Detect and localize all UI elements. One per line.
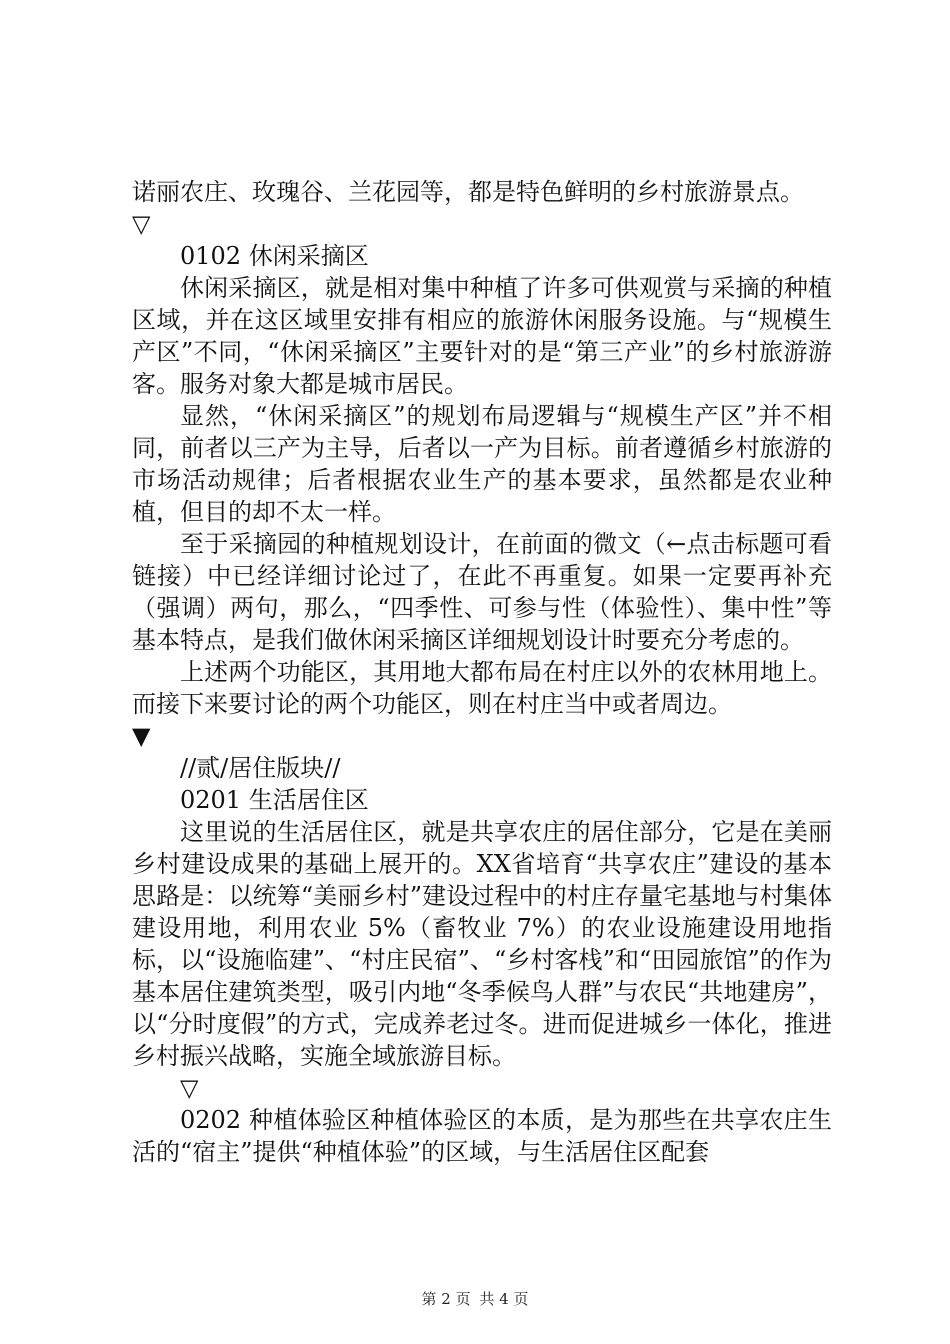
page-number: 第 2 页 — [421, 1290, 471, 1308]
document-body — [132, 176, 832, 1168]
paragraph-planting-experience: 0202 种植体验区种植体验区的本质，是为那些在共享农庄生活的“宿主”提供“种植体验”的区域，与生活居住区配套 — [132, 1106, 832, 1166]
paragraph-picking-area-definition: 休闲采摘区，就是相对集中种植了许多可供观赏与采摘的种植区域，并在这区域里安排有相应的旅游休闲服务设施。与“规模生产区”不同，“休闲采摘区”主要针对的是“第三产业”的乡村旅游游客。服务对象大都是城市居民。 — [132, 274, 832, 398]
section-heading-0102: 0102 休闲采摘区 — [180, 242, 369, 270]
paragraph-planting-design: 至于采摘园的种植规划设计，在前面的微文（←点击标题可看链接）中已经详细讨论过了，在此不再重复。如果一定要再补充（强调）两句，那么，“四季性、可参与性（体验性）、集中性”等基本特点，是我们做休闲采摘区详细规划设计时要充分考虑的。 — [132, 530, 832, 654]
solid-triangle-marker: ▼ — [132, 722, 151, 750]
hollow-triangle-marker: ▽ — [132, 210, 151, 238]
page-footer — [0, 1288, 950, 1309]
paragraph-scenic-spots: 诺丽农庄、玫瑰谷、兰花园等，都是特色鲜明的乡村旅游景点。 — [132, 178, 804, 206]
paragraph-land-use-summary: 上述两个功能区，其用地大都布局在村庄以外的农林用地上。而接下来要讨论的两个功能区，则在村庄当中或者周边。 — [132, 658, 832, 718]
paragraph-residential-area: 这里说的生活居住区，就是共享农庄的居住部分，它是在美丽乡村建设成果的基础上展开的。XX省培育“共享农庄”建设的基本思路是：以统筹“美丽乡村”建设过程中的村庄存量宅基地与村集体建设用地，利用农业 5%（畜牧业 7%）的农业设施建设用地指标，以“设施临建”、“村庄民宿”、“乡村客栈”和“田园旅馆”的作为基本居住建筑类型，吸引内地“冬季候鸟人群”与农民“共地建房”，以“分时度假”的方式，完成养老过冬。进而促进城乡一体化，推进乡村振兴战略，实施全域旅游目标。 — [132, 818, 832, 1070]
section-heading-residential-block: //贰/居住版块// — [180, 754, 341, 782]
hollow-triangle-marker-2: ▽ — [180, 1074, 199, 1102]
paragraph-planning-logic: 显然，“休闲采摘区”的规划布局逻辑与“规模生产区”并不相同，前者以三产为主导，后者以一产为目标。前者遵循乡村旅游的市场活动规律；后者根据农业生产的基本要求，虽然都是农业种植，但目的却不太一样。 — [132, 402, 832, 526]
page-total: 共 4 页 — [479, 1290, 529, 1308]
section-heading-0201: 0201 生活居住区 — [180, 786, 369, 814]
